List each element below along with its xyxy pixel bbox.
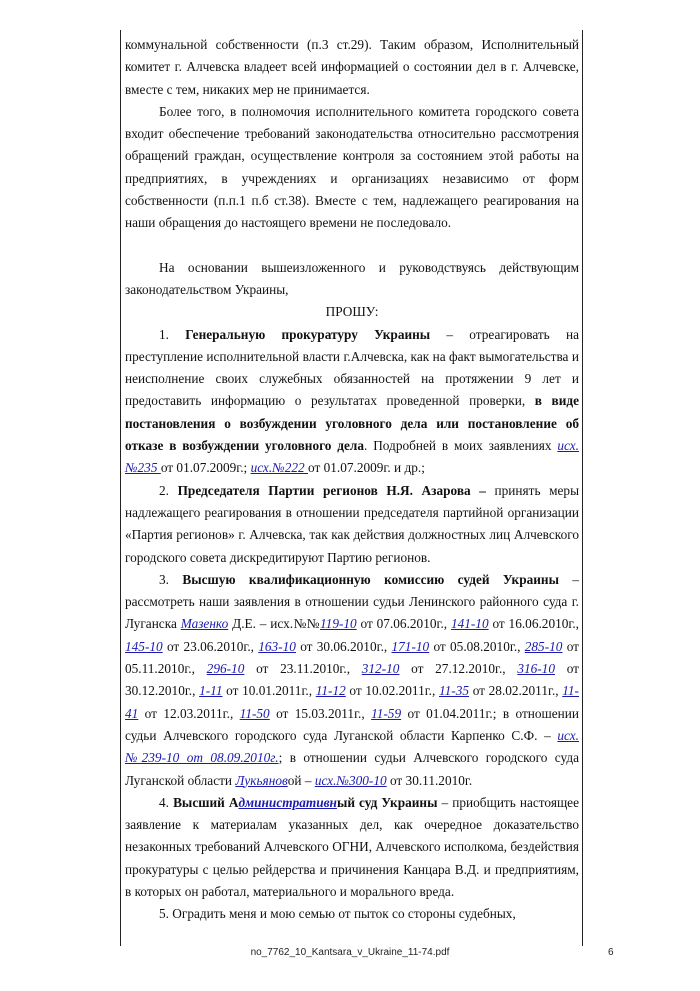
link-ref-145-10[interactable]: 145-10 — [125, 638, 163, 654]
link-ref-235[interactable]: исх.№235 — [125, 438, 579, 476]
link-ref-239-10[interactable]: исх.№239-10 от 08.09.2010г. — [125, 727, 579, 766]
ref-date: от 28.02.2011г., — [469, 683, 563, 699]
request-item-5: 5. Оградить меня и мою семью от пыток со стороны судебных, — [159, 906, 516, 922]
ref-date: от 05.11.2010г., — [125, 638, 579, 677]
paragraph-2: Более того, в полномочия исполнительного комитета городского совета входит обеспечение требований законодательства относительно рассмотрения обращений граждан, осуществление контроля за состоянием этой работы на предприятиях, в учреждениях и организациях независимо от форм собственности (п.п.1 п.б ст.38). Вместе с тем, надлежащего реагирования на наши обращения до настоящего времени не последовало. — [125, 103, 579, 231]
link-ref-11-12[interactable]: 11-12 — [315, 683, 346, 699]
link-ref-11-59[interactable]: 11-59 — [371, 705, 402, 721]
addressee-judges-commission: Высшую квалификационную комиссию судей Украины — [182, 571, 559, 587]
link-judge-lukyanov[interactable]: Лукьянов — [235, 772, 288, 788]
link-judge-mazenko[interactable]: Мазенко — [180, 616, 229, 632]
link-ref-11-35[interactable]: 11-35 — [438, 683, 470, 699]
request-item-2: 2. Председателя Партии регионов Н.Я. Азарова – принять меры надлежащего реагирования в отношении председателя партийной организации «Партия регионов» г. Алчевска, так как действия должностных лиц Алчевского городского совета дискредитируют Партию регионов. — [125, 482, 579, 565]
blank-line — [125, 235, 579, 257]
right-margin-rule — [582, 30, 583, 946]
link-ref-300-10[interactable]: исх.№300-10 — [314, 772, 387, 788]
ref-date: от 15.03.2011г., — [269, 705, 372, 721]
ref-date: от 12.03.2011г., — [138, 705, 240, 721]
ref-date: от 07.06.2010г., — [356, 616, 451, 632]
page-number: 6 — [608, 947, 614, 958]
link-ref-171-10[interactable]: 171-10 — [391, 638, 430, 654]
link-ref-163-10[interactable]: 163-10 — [258, 638, 296, 654]
footer-filename: no_7762_10_Kantsara_v_Ukraine_11-74.pdf — [250, 947, 450, 958]
left-margin-rule — [120, 30, 121, 946]
link-ref-141-10[interactable]: 141-10 — [450, 616, 489, 632]
request-heading: ПРОШУ: — [325, 304, 379, 320]
request-item-1: 1. Генеральную прокуратуру Украины – отреагировать на преступление исполнительной власти г.Алчевска, как на факт вымогательства и неисполнение своих служебных обязанностей на протяжении 9 лет и предоставить информацию о результатах проведенной проверки, в виде постановления о возбуждении уголовного дела или постановление об отказе в возбуждении уголовного дела. Подробней в моих заявлениях исх.№235 от 01.07.2009г.; исх.№222 от 01.07.2009г. и др.; — [125, 326, 579, 476]
ref-date: от 01.04.2011г.; — [401, 705, 503, 721]
ref-date: от 30.06.2010г., — [295, 638, 392, 654]
ref-date: от 27.12.2010г., — [399, 661, 518, 677]
addressee-party-chair: Председателя Партии регионов Н.Я. Азарова – — [177, 482, 486, 498]
ref-date: от 23.11.2010г., — [244, 661, 362, 677]
request-item-3: 3. Высшую квалификационную комиссию судей Украины – рассмотреть наши заявления в отношении судьи Ленинского районного суда г. Луганска Мазенко Д.Е. – исх.№№119-10 от 07.06.2010г., 141-10 от 16.06.2010г., 145-10 от 23.06.2010г., 163-10 от 30.06.2010г., 171-10 от 05.08.2010г., 285-10 от 05.11.2010г., 296-10 от 23.11.2010г., 312-10 от 27.12.2010г., 316-10 от 30.12.2010г., 1-11 от 10.01.2011г., 11-12 от 10.02.2011г., 11-35 от 28.02.2011г., 11-41 от 12.03.2011г., 11-50 от 15.03.2011г., 11-59 от 01.04.2011г.; в отношении судьи Алчевского городского суда Луганской области Карпенко С.Ф. – исх.№239-10 от 08.09.2010г.; в отношении судьи Алчевского городского суда Луганской области Лукьяновой – исх.№300-10 от 30.11.2010г. — [125, 571, 580, 788]
ref-date: от 05.08.2010г., — [429, 638, 525, 654]
link-ref-316-10[interactable]: 316-10 — [517, 661, 555, 677]
ref-date: от 10.02.2011г., — [345, 683, 439, 699]
link-ref-11-50[interactable]: 11-50 — [239, 705, 270, 721]
link-ref-1-11[interactable]: 1-11 — [199, 683, 223, 699]
paragraph-1: коммунальной собственности (п.3 ст.29). Таким образом, Исполнительный комитет г. Алчевска владеет всей информацией о состоянии дел в г. Алчевске, вместе с тем, никаких мер не принимается. — [125, 37, 579, 97]
link-ref-119-10[interactable]: 119-10 — [320, 616, 357, 632]
ref-date: от 30.12.2010г., — [125, 661, 579, 699]
link-ref-285-10[interactable]: 285-10 — [524, 638, 563, 654]
ref-date: от 16.06.2010г., — [488, 616, 579, 632]
link-ref-222[interactable]: исх.№222 — [250, 460, 308, 476]
request-item-4: 4. Высший Административный суд Украины – приобщить настоящее заявление к материалам указанных дел, как очередное доказательство незаконных требований Алчевского ОГНИ, Алчевского исполкома, бездействия прокуратуры с целью рейдерства и причинения Канцара В.Д. и предприятиям, в которых он работал, материального и морального вреда. — [125, 794, 579, 899]
link-ref-312-10[interactable]: 312-10 — [361, 661, 400, 677]
link-ref-296-10[interactable]: 296-10 — [206, 661, 245, 677]
link-administrative[interactable]: дминистративн — [238, 794, 337, 810]
link-ref-11-41[interactable]: 11-41 — [125, 683, 579, 721]
paragraph-3: На основании вышеизложенного и руководствуясь действующим законодательством Украины, — [125, 259, 579, 297]
addressee-admin-court: Высший Административный суд Украины — [173, 794, 438, 810]
ref-date: от 10.01.2011г., — [222, 683, 316, 699]
ref-date: от 23.06.2010г., — [162, 638, 259, 654]
document-body — [125, 34, 579, 926]
addressee-prosecutor: Генеральную прокуратуру Украины — [185, 326, 431, 342]
